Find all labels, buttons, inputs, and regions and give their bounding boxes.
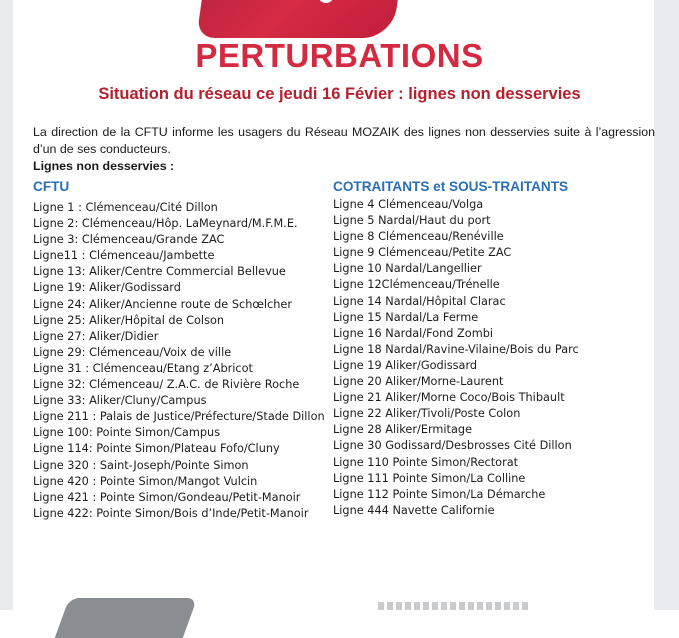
list-item: Ligne 8 Clémenceau/Renéville [333,230,504,244]
list-item: Ligne 5 Nardal/Haut du port [333,214,491,228]
list-item: Ligne 1 : Clémenceau/Cité Dillon [33,201,218,214]
cotraitants-heading: COTRAITANTS et SOUS-TRAITANTS [333,179,569,194]
list-item: Ligne 3: Clémenceau/Grande ZAC [33,233,225,247]
list-item: Ligne 114: Pointe Simon/Plateau Fofo/Cluny [33,442,280,456]
list-item: Ligne 28 Aliker/Ermitage [333,423,473,437]
list-item: Ligne 10 Nardal/Langellier [333,262,482,276]
list-item: Ligne 211 : Palais de Justice/Préfecture/Stade Dillon [33,410,325,424]
list-item: Ligne 422: Pointe Simon/Bois d’Inde/Petit-Manoir [33,506,309,520]
cftu-heading: CFTU [33,179,70,194]
cotraitants-lines-list [333,197,579,519]
list-item: Ligne 111 Pointe Simon/La Colline [333,471,526,485]
cftu-lines-list [33,200,325,522]
list-item: Ligne 18 Nardal/Ravine-Vilaine/Bois du Parc [333,342,579,356]
list-item: Ligne 33: Aliker/Cluny/Campus [33,394,207,408]
list-item: Ligne 30 Godissard/Desbrosses Cité Dillon [333,439,572,453]
list-item: Ligne 25: Aliker/Hôpital de Colson [33,313,225,327]
list-item: Ligne 13: Aliker/Centre Commercial Bellevue [33,265,286,279]
intro-paragraph: La direction de la CFTU informe les usagers du Réseau MOZAIK des lignes non desservies suite à l’agression d’un de ses conducteurs. [33,125,655,156]
list-item: Ligne 421 : Pointe Simon/Gondeau/Petit-Manoir [33,490,301,504]
list-item: Ligne 21 Aliker/Morne Coco/Bois Thibault [333,391,565,405]
list-item: Ligne 20 Aliker/Morne-Laurent [333,375,504,389]
list-item: Ligne 14 Nardal/Hôpital Clarac [333,294,506,308]
list-item: Ligne 320 : Saint-Joseph/Pointe Simon [33,458,249,472]
list-item: Ligne 9 Clémenceau/Petite ZAC [333,246,512,260]
page-title: PERTURBATIONS [195,37,484,74]
bottom-gray-graphic [55,598,198,638]
list-item: Ligne 22 Aliker/Tivoli/Poste Colon [333,407,521,421]
list-item: Ligne 100: Pointe Simon/Campus [33,426,221,440]
list-item: Ligne 15 Nardal/La Ferme [333,310,479,324]
red-banner-graphic [196,0,407,38]
list-item: Ligne 19: Aliker/Godissard [33,281,181,295]
list-item: Ligne11 : Clémenceau/Jambette [33,249,215,263]
list-item: Ligne 12Clémenceau/Trénelle [333,278,500,292]
bottom-cropped-text [378,602,528,610]
page-subtitle: Situation du réseau ce jeudi 16 Févier : lignes non desservies [98,85,581,103]
list-item: Ligne 29: Clémenceau/Voix de ville [33,345,232,359]
list-item: Ligne 444 Navette Californie [333,503,495,517]
list-item: Ligne 32: Clémenceau/ Z.A.C. de Rivière Roche [33,378,300,392]
lines-label: Lignes non desservies : [33,159,175,173]
list-item: Ligne 2: Clémenceau/Hôp. LaMeynard/M.F.M.E. [33,217,298,231]
list-item: Ligne 31 : Clémenceau/Etang z’Abricot [33,361,253,375]
list-item: Ligne 110 Pointe Simon/Rectorat [333,455,519,469]
list-item: Ligne 420 : Pointe Simon/Mangot Vulcin [33,474,258,488]
list-item: Ligne 27: Aliker/Didier [33,329,159,343]
list-item: Ligne 24: Aliker/Ancienne route de Schœlcher [33,297,293,311]
list-item: Ligne 19 Aliker/Godissard [333,358,478,372]
list-item: Ligne 4 Clémenceau/Volga [333,198,484,211]
list-item: Ligne 112 Pointe Simon/La Démarche [333,487,546,501]
list-item: Ligne 16 Nardal/Fond Zombi [333,326,494,340]
